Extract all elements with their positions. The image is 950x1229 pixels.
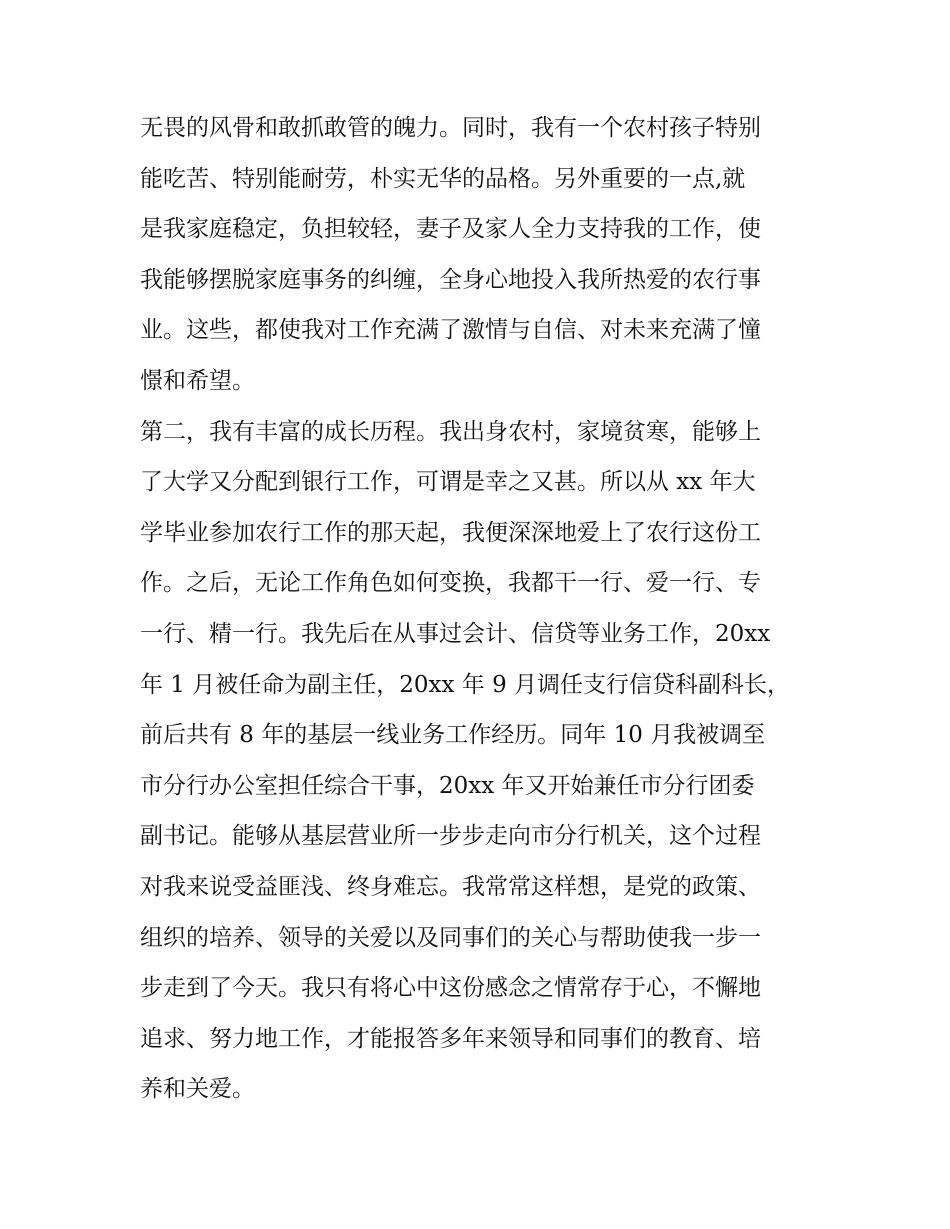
text-line: 是我家庭稳定，负担较轻，妻子及家人全力支持我的工作，使 <box>140 216 761 243</box>
text-line: 组织的培养、领导的关爱以及同事们的关心与帮助使我一步一 <box>140 924 761 951</box>
text-line: 我能够摆脱家庭事务的纠缠，全身心地投入我所热爱的农行事 <box>140 266 761 293</box>
text-line: 步走到了今天。我只有将心中这份感念之情常存于心，不懈地 <box>140 975 761 1002</box>
text-line: 第二，我有丰富的成长历程。我出身农村，家境贫寒，能够上 <box>140 418 761 445</box>
text-line: 对我来说受益匪浅、终身难忘。我常常这样想，是党的政策、 <box>140 873 761 900</box>
text-line: 副书记。能够从基层营业所一步步走向市分行机关，这个过程 <box>140 823 761 850</box>
text-line: 憬和希望。 <box>140 367 255 394</box>
text-line: 一行、精一行。我先后在从事过会计、信贷等业务工作，20xx <box>140 620 771 647</box>
text-line: 养和关爱。 <box>140 1076 255 1103</box>
text-line: 追求、努力地工作，才能报答多年来领导和同事们的教育、培 <box>140 1025 761 1052</box>
text-line: 无畏的风骨和敢抓敢管的魄力。同时，我有一个农村孩子特别 <box>140 115 761 141</box>
text-line: 了大学又分配到银行工作，可谓是幸之又甚。所以从 xx 年大 <box>140 469 756 496</box>
text-line: 前后共有 8 年的基层一线业务工作经历。同年 10 月我被调至 <box>140 722 766 749</box>
text-line: 业。这些，都使我对工作充满了激情与自信、对未来充满了憧 <box>140 317 761 344</box>
text-line: 作。之后，无论工作角色如何变换，我都干一行、爱一行、专 <box>140 570 761 597</box>
text-line: 年 1 月被任命为副主任，20xx 年 9 月调任支行信贷科副科长， <box>140 671 791 698</box>
text-line: 市分行办公室担任综合干事，20xx 年又开始兼任市分行团委 <box>140 772 755 799</box>
text-line: 能吃苦、特别能耐劳，朴实无华的品格。另外重要的一点,就 <box>140 165 746 192</box>
text-line: 学毕业参加农行工作的那天起，我便深深地爱上了农行这份工 <box>140 519 761 546</box>
body-text <box>140 103 820 1115</box>
